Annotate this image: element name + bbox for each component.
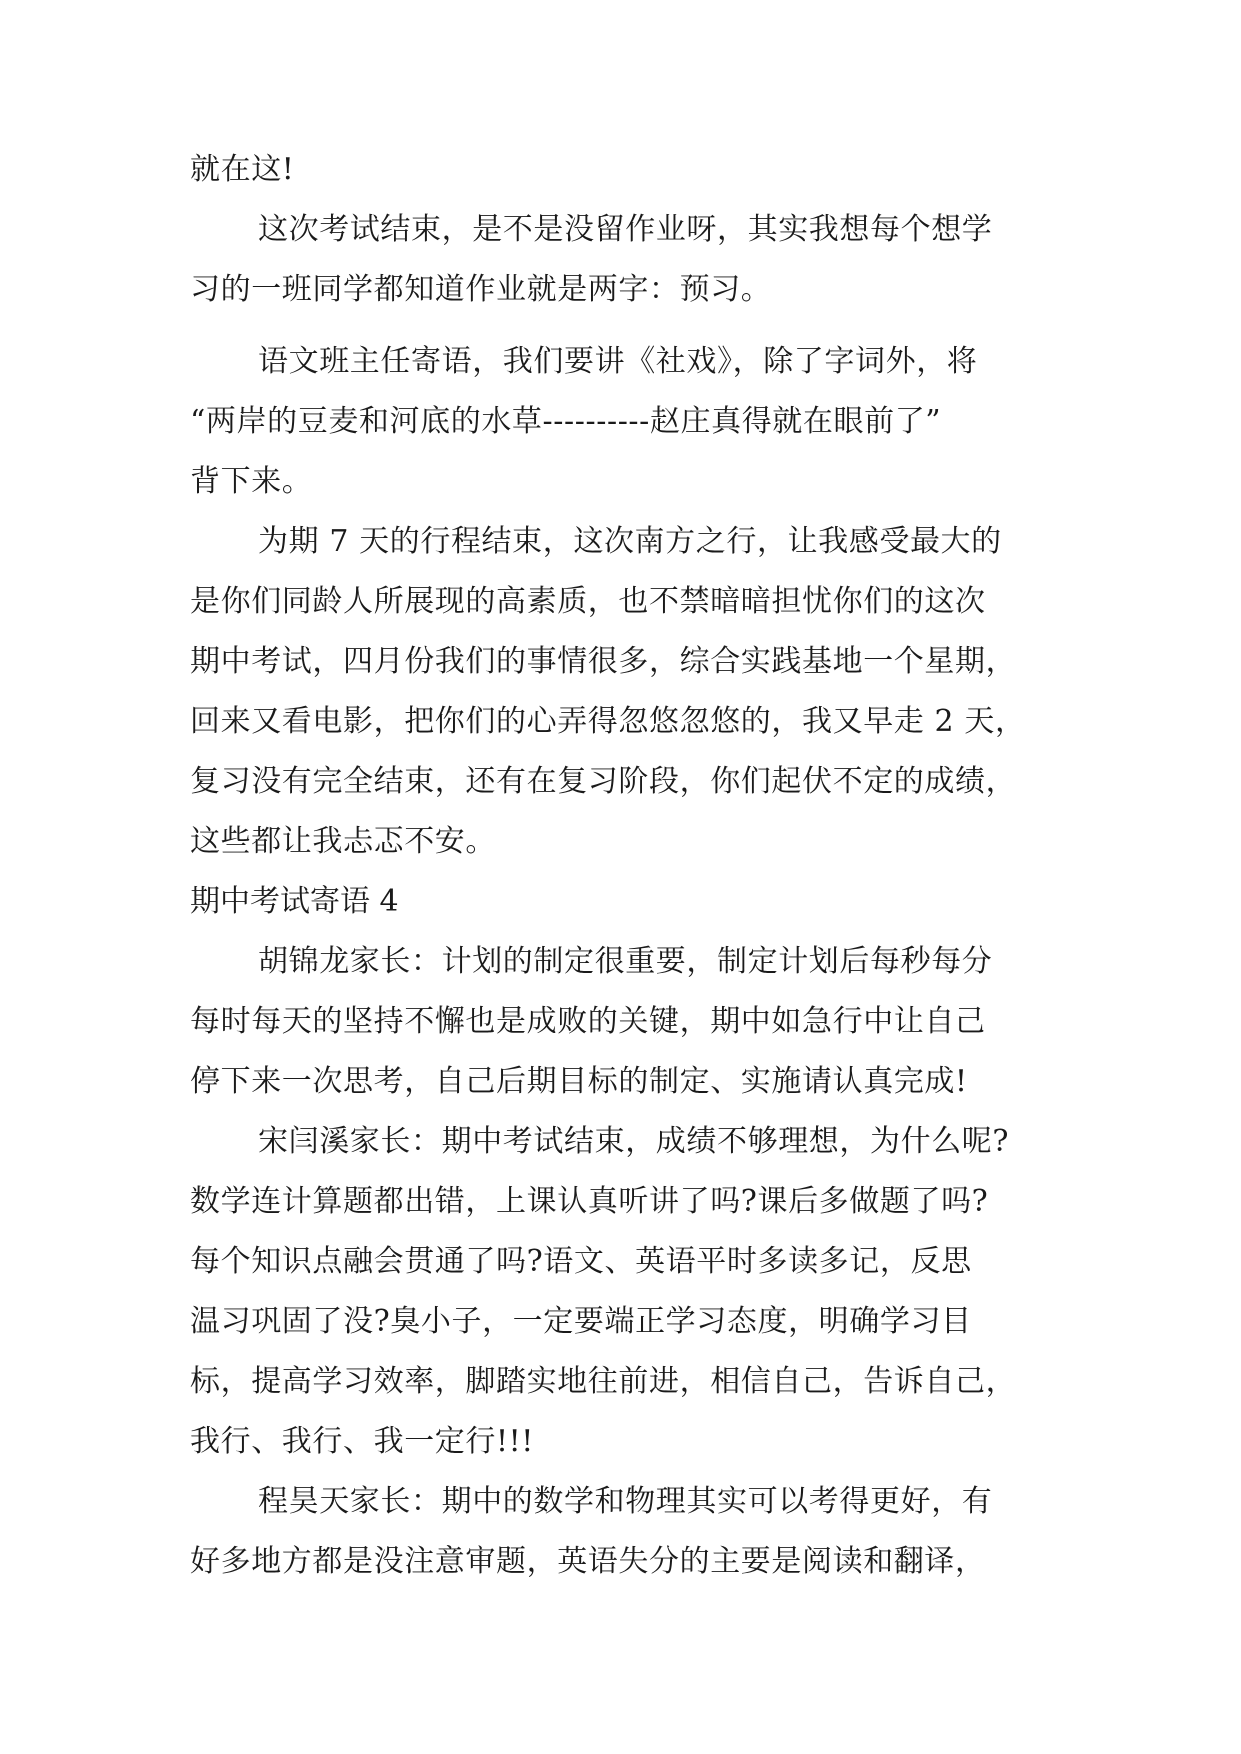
- section-heading: 期中考试寄语 4: [190, 884, 399, 919]
- paragraph-line: 标，提高学习效率，脚踏实地往前进，相信自己，告诉自己，: [190, 1364, 1017, 1399]
- paragraph-line: “两岸的豆麦和河底的水草----------赵庄真得就在眼前了”: [190, 404, 942, 439]
- paragraph-line: 每个知识点融会贯通了吗?语文、英语平时多读多记，反思: [190, 1244, 972, 1279]
- paragraph-line: 这些都让我忐忑不安。: [190, 824, 496, 859]
- paragraph-line: 宋闫溪家长：期中考试结束，成绩不够理想，为什么呢?: [258, 1124, 1010, 1159]
- paragraph-line: 是你们同龄人所展现的高素质，也不禁暗暗担忧你们的这次: [190, 584, 986, 619]
- paragraph-line: 程昊天家长：期中的数学和物理其实可以考得更好，有: [258, 1484, 993, 1519]
- paragraph-line: 数学连计算题都出错，上课认真听讲了吗?课后多做题了吗?: [190, 1184, 989, 1219]
- paragraph-line: 期中考试，四月份我们的事情很多，综合实践基地一个星期，: [190, 644, 1017, 679]
- paragraph-line: 为期 7 天的行程结束，这次南方之行，让我感受最大的: [258, 524, 1002, 559]
- paragraph-line: 背下来。: [190, 464, 313, 499]
- paragraph-line: 停下来一次思考，自己后期目标的制定、实施请认真完成!: [190, 1064, 968, 1099]
- paragraph-line: 我行、我行、我一定行!!!: [190, 1424, 534, 1459]
- paragraph-line: 习的一班同学都知道作业就是两字：预习。: [190, 272, 772, 307]
- paragraph-line: 每时每天的坚持不懈也是成败的关键，期中如急行中让自己: [190, 1004, 986, 1039]
- paragraph-line: 胡锦龙家长：计划的制定很重要，制定计划后每秒每分: [258, 944, 993, 979]
- paragraph-line: 这次考试结束，是不是没留作业呀，其实我想每个想学: [258, 212, 993, 247]
- paragraph-line: 回来又看电影，把你们的心弄得忽悠忽悠的，我又早走 2 天，: [190, 704, 1026, 739]
- paragraph-line: 就在这!: [190, 152, 295, 187]
- paragraph-line: 复习没有完全结束，还有在复习阶段，你们起伏不定的成绩，: [190, 764, 1017, 799]
- paragraph-line: 语文班主任寄语，我们要讲《社戏》，除了字词外，将: [258, 344, 978, 379]
- paragraph-line: 温习巩固了没?臭小子，一定要端正学习态度，明确学习目: [190, 1304, 972, 1339]
- paragraph-line: 好多地方都是没注意审题，英语失分的主要是阅读和翻译，: [190, 1544, 986, 1579]
